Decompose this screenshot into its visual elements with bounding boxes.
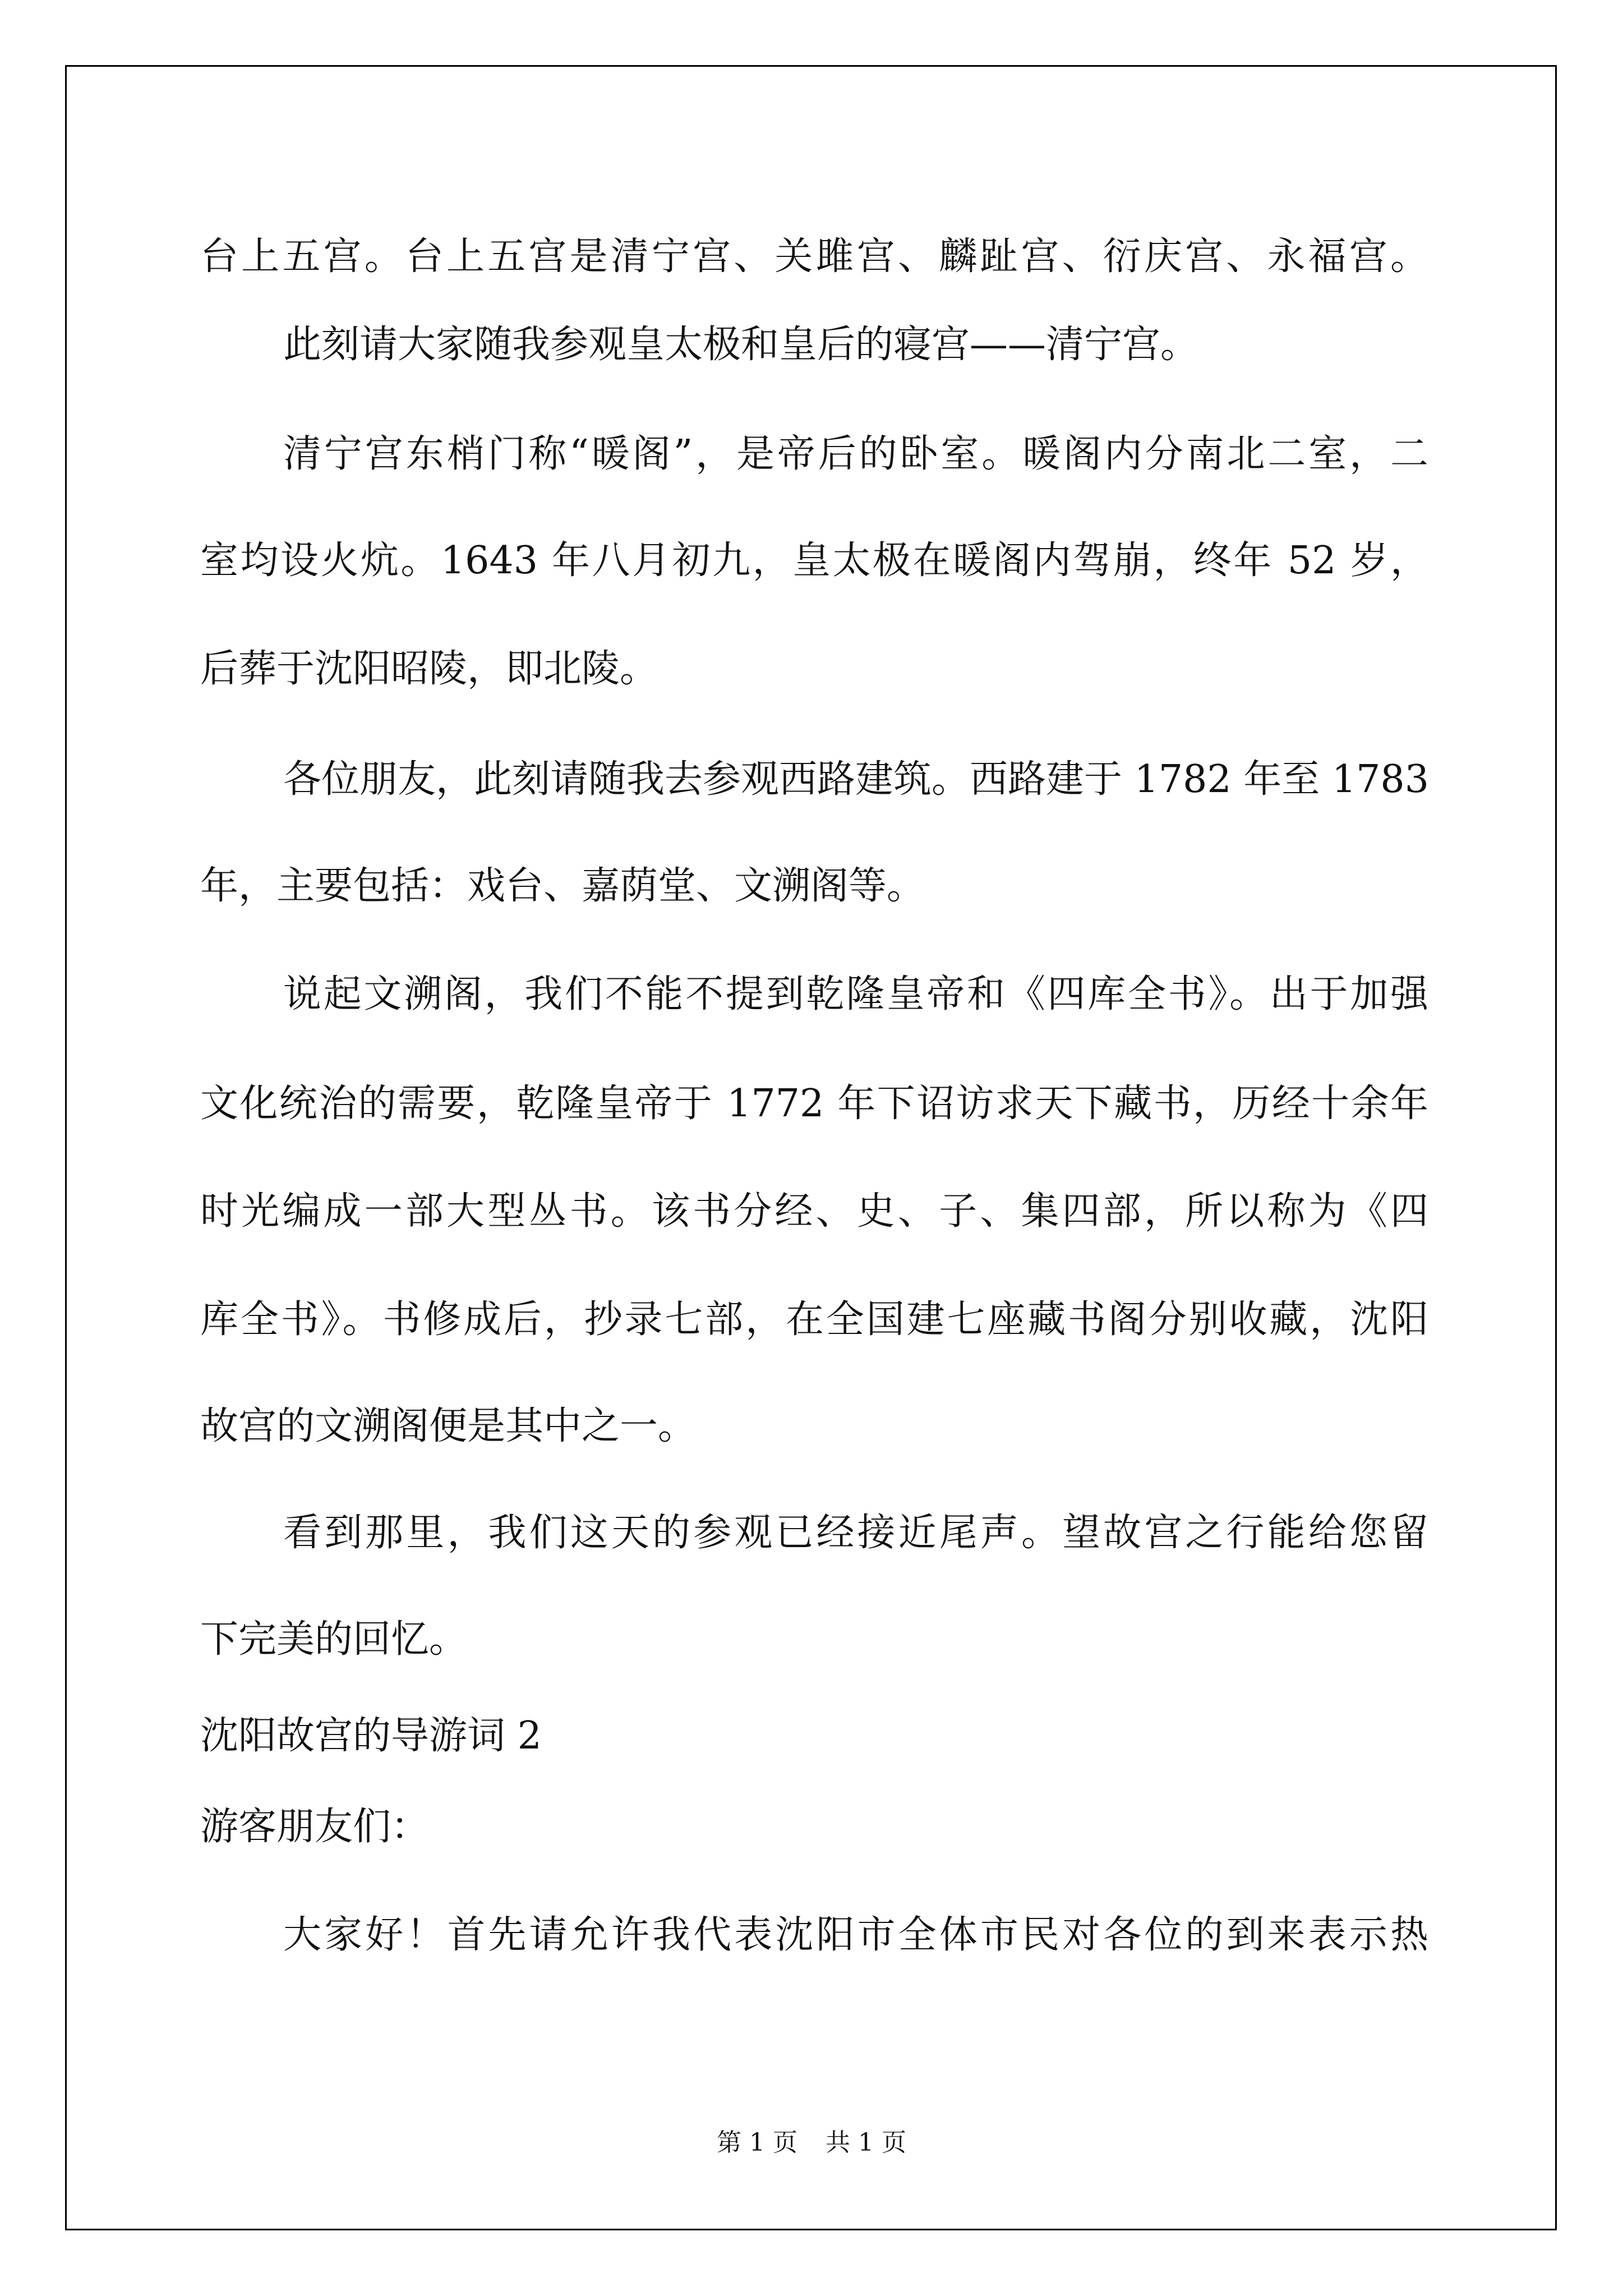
- paragraph-line: 大家好！首先请允许我代表沈阳市全体市民对各位的到来表示热: [283, 1913, 1428, 1957]
- paragraph-line: 室均设火炕。1643 年八月初九，皇太极在暖阁内驾崩，终年 52 岁，: [200, 539, 1428, 583]
- paragraph-line: 库全书》。书修成后，抄录七部，在全国建七座藏书阁分别收藏，沈阳: [200, 1297, 1428, 1342]
- paragraph-line: 说起文溯阁，我们不能不提到乾隆皇帝和《四库全书》。出于加强: [283, 972, 1428, 1016]
- paragraph-line: 清宁宫东梢门称“暖阁”，是帝后的卧室。暖阁内分南北二室，二: [283, 432, 1428, 476]
- page-footer: [0, 2126, 1623, 2160]
- salutation: 游客朋友们：: [200, 1805, 430, 1849]
- paragraph-line: 下完美的回忆。: [200, 1617, 468, 1662]
- paragraph-line: 看到那里，我们这天的参观已经接近尾声。望故宫之行能给您留: [283, 1511, 1428, 1555]
- section-heading: 沈阳故宫的导游词 2: [200, 1714, 542, 1758]
- paragraph-line: 台上五宫。台上五宫是清宁宫、关雎宫、麟趾宫、衍庆宫、永福宫。: [200, 234, 1428, 279]
- paragraph-line: 此刻请大家随我参观皇太极和皇后的寝宫——清宁宫。: [283, 323, 1199, 367]
- paragraph-line: 年，主要包括：戏台、嘉荫堂、文溯阁等。: [200, 864, 925, 908]
- paragraph-line: 后葬于沈阳昭陵，即北陵。: [200, 647, 658, 691]
- page-border: [65, 65, 1557, 2230]
- page-total: 共 1 页: [826, 2128, 906, 2157]
- page-number: 第 1 页: [717, 2128, 797, 2157]
- paragraph-line: 故宫的文溯阁便是其中之一。: [200, 1404, 697, 1448]
- paragraph-line: 各位朋友，此刻请随我去参观西路建筑。西路建于 1782 年至 1783: [283, 757, 1429, 802]
- paragraph-line: 文化统治的需要，乾隆皇帝于 1772 年下诏访求天下藏书，历经十余年: [200, 1082, 1428, 1126]
- paragraph-line: 时光编成一部大型丛书。该书分经、史、子、集四部，所以称为《四: [200, 1189, 1428, 1234]
